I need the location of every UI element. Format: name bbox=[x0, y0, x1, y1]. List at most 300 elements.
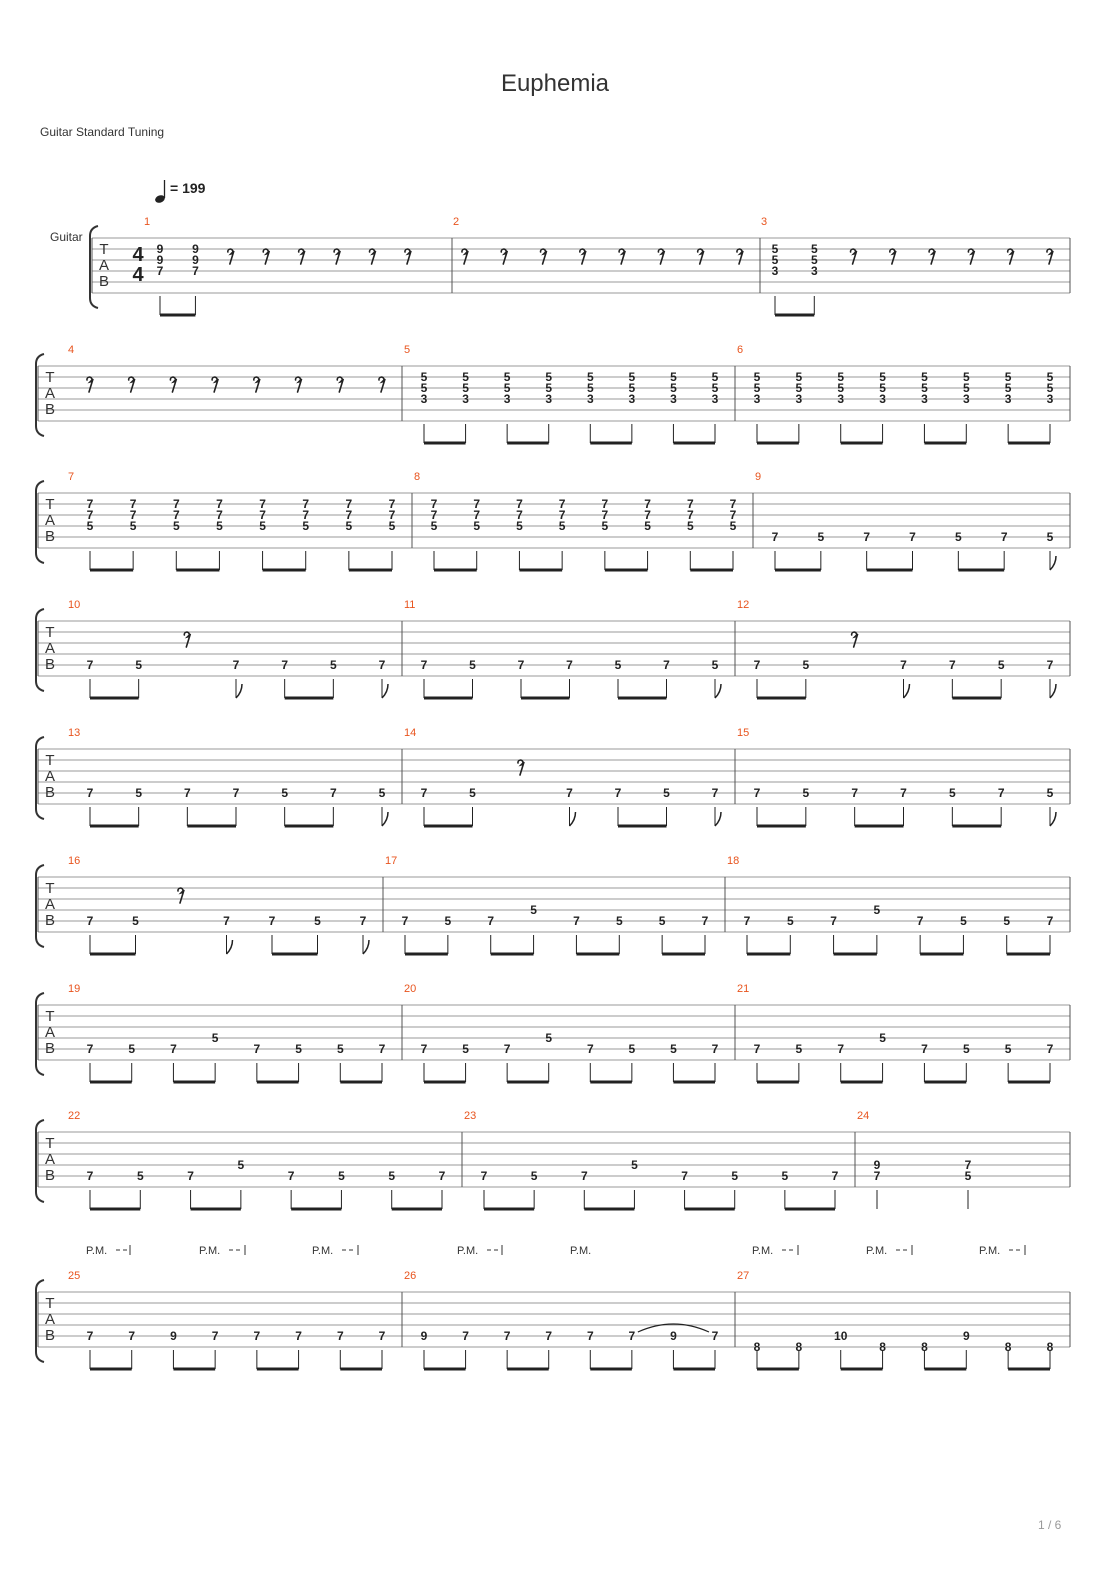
fret-number: 5 bbox=[314, 914, 321, 928]
fret-number: 5 bbox=[962, 381, 970, 395]
note-flag bbox=[1050, 684, 1056, 698]
fret-number: 7 bbox=[686, 508, 694, 522]
fret-number: 7 bbox=[997, 786, 1005, 800]
fret-number: 7 bbox=[170, 1042, 177, 1056]
eighth-rest bbox=[698, 249, 704, 264]
fret-number: 7 bbox=[211, 1329, 219, 1343]
tab-clef-b: B bbox=[44, 528, 56, 545]
fret-number: 7 bbox=[771, 530, 779, 544]
fret-number: 5 bbox=[729, 519, 737, 533]
measure-number: 1 bbox=[144, 216, 151, 228]
tab-clef-a: A bbox=[44, 768, 56, 785]
eighth-rest bbox=[178, 888, 184, 903]
fret-number: 5 bbox=[462, 381, 469, 395]
fret-number: 3 bbox=[586, 392, 594, 406]
fret-number: 5 bbox=[1046, 786, 1054, 800]
fret-number: 8 bbox=[795, 1340, 803, 1354]
note-flag bbox=[382, 812, 388, 826]
fret-number: 7 bbox=[873, 1169, 881, 1183]
fret-number: 7 bbox=[129, 508, 137, 522]
eighth-rest bbox=[852, 632, 858, 647]
fret-number: 5 bbox=[921, 370, 928, 384]
fret-number: 9 bbox=[170, 1329, 177, 1343]
eighth-rest bbox=[1047, 249, 1053, 264]
fret-number: 7 bbox=[644, 508, 651, 522]
measure-number: 25 bbox=[68, 1270, 81, 1282]
fret-number: 5 bbox=[469, 786, 476, 800]
fret-number: 7 bbox=[1046, 658, 1054, 672]
fret-number: 5 bbox=[211, 1031, 219, 1045]
eighth-rest bbox=[299, 249, 305, 264]
fret-number: 7 bbox=[644, 497, 651, 511]
fret-number: 7 bbox=[566, 658, 573, 672]
eighth-rest bbox=[968, 249, 974, 264]
fret-number: 3 bbox=[711, 392, 719, 406]
fret-number: 5 bbox=[420, 370, 428, 384]
palm-mute-label: P.M. bbox=[312, 1245, 334, 1257]
fret-number: 7 bbox=[430, 497, 438, 511]
fret-number: 5 bbox=[954, 530, 962, 544]
fret-number: 7 bbox=[86, 786, 94, 800]
tab-clef-b: B bbox=[98, 273, 110, 290]
palm-mute-label: P.M. bbox=[979, 1245, 1001, 1257]
fret-number: 3 bbox=[962, 392, 970, 406]
fret-number: 7 bbox=[388, 508, 396, 522]
fret-number: 7 bbox=[86, 508, 94, 522]
measure-number: 15 bbox=[737, 727, 750, 739]
fret-number: 7 bbox=[172, 497, 180, 511]
fret-number: 7 bbox=[573, 914, 580, 928]
fret-number: 7 bbox=[487, 914, 495, 928]
fret-number: 7 bbox=[329, 786, 337, 800]
time-signature-bottom: 4 bbox=[132, 264, 144, 286]
fret-number: 5 bbox=[329, 658, 337, 672]
fret-number: 7 bbox=[359, 914, 367, 928]
fret-number: 7 bbox=[378, 1042, 386, 1056]
fret-number: 7 bbox=[86, 1169, 94, 1183]
fret-number: 3 bbox=[503, 392, 511, 406]
tab-clef-t: T bbox=[99, 241, 109, 258]
note-flag bbox=[363, 940, 369, 954]
measure-number: 18 bbox=[727, 855, 740, 867]
fret-number: 5 bbox=[469, 658, 476, 672]
fret-number: 8 bbox=[879, 1340, 886, 1354]
fret-number: 5 bbox=[601, 519, 609, 533]
fret-number: 5 bbox=[388, 1169, 396, 1183]
note-flag bbox=[1050, 812, 1056, 826]
fret-number: 5 bbox=[216, 519, 223, 533]
palm-mute-label: P.M. bbox=[752, 1245, 774, 1257]
fret-number: 5 bbox=[586, 370, 594, 384]
fret-number: 7 bbox=[268, 914, 276, 928]
fret-number: 5 bbox=[444, 914, 452, 928]
eighth-rest bbox=[658, 249, 664, 264]
eighth-rest bbox=[170, 377, 176, 392]
fret-number: 5 bbox=[962, 1042, 970, 1056]
fret-number: 5 bbox=[670, 1042, 677, 1056]
fret-number: 7 bbox=[480, 1169, 488, 1183]
fret-number: 7 bbox=[900, 786, 907, 800]
fret-number: 7 bbox=[711, 1329, 719, 1343]
fret-number: 7 bbox=[420, 786, 428, 800]
measure-number: 24 bbox=[857, 1110, 870, 1122]
fret-number: 7 bbox=[388, 497, 396, 511]
fret-number: 5 bbox=[1046, 381, 1054, 395]
fret-number: 7 bbox=[253, 1329, 261, 1343]
eighth-rest bbox=[619, 249, 625, 264]
fret-number: 7 bbox=[921, 1042, 928, 1056]
measure-number: 11 bbox=[404, 599, 416, 611]
fret-number: 5 bbox=[810, 242, 818, 256]
fret-number: 7 bbox=[302, 508, 310, 522]
note-flag bbox=[382, 684, 388, 698]
measure-number: 5 bbox=[404, 344, 411, 356]
tuning-label: Guitar Standard Tuning bbox=[40, 125, 165, 139]
measure-number: 17 bbox=[385, 855, 398, 867]
fret-number: 7 bbox=[753, 658, 761, 672]
fret-number: 5 bbox=[837, 370, 845, 384]
tab-clef-t: T bbox=[45, 752, 55, 769]
fret-number: 5 bbox=[711, 658, 719, 672]
tab-clef-b: B bbox=[44, 912, 56, 929]
fret-number: 7 bbox=[503, 1329, 511, 1343]
fret-number: 5 bbox=[503, 370, 511, 384]
eighth-rest bbox=[405, 249, 411, 264]
fret-number: 5 bbox=[962, 370, 970, 384]
eighth-rest bbox=[580, 249, 586, 264]
fret-number: 3 bbox=[1046, 392, 1054, 406]
note-flag bbox=[904, 684, 910, 698]
tab-clef-a: A bbox=[44, 640, 56, 657]
fret-number: 7 bbox=[516, 508, 523, 522]
eighth-rest bbox=[337, 377, 343, 392]
note-flag bbox=[227, 940, 233, 954]
fret-number: 9 bbox=[420, 1329, 428, 1343]
tab-clef-t: T bbox=[45, 1135, 55, 1152]
fret-number: 5 bbox=[558, 519, 566, 533]
fret-number: 7 bbox=[473, 508, 481, 522]
fret-number: 5 bbox=[802, 658, 810, 672]
fret-number: 7 bbox=[473, 497, 481, 511]
fret-number: 3 bbox=[753, 392, 761, 406]
tab-clef-b: B bbox=[44, 401, 56, 418]
fret-number: 7 bbox=[336, 1329, 344, 1343]
eighth-rest bbox=[737, 249, 743, 264]
fret-number: 7 bbox=[287, 1169, 295, 1183]
fret-number: 5 bbox=[921, 381, 928, 395]
eighth-rest bbox=[379, 377, 385, 392]
fret-number: 7 bbox=[964, 1158, 972, 1172]
fret-number: 7 bbox=[420, 1042, 428, 1056]
fret-number: 5 bbox=[879, 381, 886, 395]
fret-number: 5 bbox=[837, 381, 845, 395]
note-flag bbox=[1050, 556, 1056, 570]
measure-number: 20 bbox=[404, 983, 417, 995]
fret-number: 7 bbox=[86, 658, 94, 672]
fret-number: 9 bbox=[192, 253, 199, 267]
fret-number: 7 bbox=[601, 508, 609, 522]
measure-number: 10 bbox=[68, 599, 81, 611]
tab-clef-t: T bbox=[45, 1008, 55, 1025]
palm-mute-label: P.M. bbox=[86, 1245, 108, 1257]
measure-number: 12 bbox=[737, 599, 750, 611]
tab-clef-t: T bbox=[45, 880, 55, 897]
tab-clef-t: T bbox=[45, 624, 55, 641]
fret-number: 5 bbox=[132, 914, 139, 928]
fret-number: 3 bbox=[837, 392, 845, 406]
fret-number: 7 bbox=[558, 497, 566, 511]
fret-number: 7 bbox=[628, 1329, 636, 1343]
fret-number: 10 bbox=[834, 1329, 848, 1343]
measure-number: 14 bbox=[404, 727, 417, 739]
page-number: 1 / 6 bbox=[1038, 1518, 1062, 1532]
fret-number: 5 bbox=[948, 786, 956, 800]
tab-clef-a: A bbox=[44, 1151, 56, 1168]
fret-number: 5 bbox=[663, 786, 670, 800]
fret-number: 7 bbox=[295, 1329, 302, 1343]
eighth-rest bbox=[212, 377, 218, 392]
fret-number: 7 bbox=[216, 497, 223, 511]
fret-number: 7 bbox=[259, 497, 266, 511]
fret-number: 7 bbox=[438, 1169, 446, 1183]
fret-number: 7 bbox=[281, 658, 289, 672]
fret-number: 7 bbox=[86, 1042, 94, 1056]
fret-number: 5 bbox=[711, 381, 719, 395]
fret-number: 5 bbox=[1046, 530, 1054, 544]
fret-number: 8 bbox=[1046, 1340, 1054, 1354]
fret-number: 7 bbox=[129, 497, 137, 511]
tab-clef-a: A bbox=[44, 1311, 56, 1328]
fret-number: 7 bbox=[558, 508, 566, 522]
measure-number: 22 bbox=[68, 1110, 81, 1122]
fret-number: 9 bbox=[192, 242, 199, 256]
fret-number: 7 bbox=[586, 1329, 594, 1343]
fret-number: 7 bbox=[711, 1042, 719, 1056]
fret-number: 5 bbox=[644, 519, 651, 533]
eighth-rest bbox=[541, 249, 547, 264]
fret-number: 5 bbox=[964, 1169, 972, 1183]
fret-number: 5 bbox=[615, 914, 623, 928]
fret-number: 7 bbox=[851, 786, 859, 800]
fret-number: 7 bbox=[948, 658, 956, 672]
measure-number: 23 bbox=[464, 1110, 477, 1122]
fret-number: 5 bbox=[237, 1158, 245, 1172]
palm-mute-label: P.M. bbox=[457, 1245, 479, 1257]
fret-number: 7 bbox=[900, 658, 907, 672]
fret-number: 5 bbox=[631, 1158, 638, 1172]
fret-number: 7 bbox=[830, 914, 837, 928]
fret-number: 5 bbox=[530, 1169, 538, 1183]
fret-number: 5 bbox=[960, 914, 967, 928]
fret-number: 5 bbox=[658, 914, 666, 928]
fret-number: 7 bbox=[1046, 914, 1054, 928]
fret-number: 5 bbox=[378, 786, 386, 800]
eighth-rest bbox=[184, 632, 190, 647]
fret-number: 7 bbox=[837, 1042, 845, 1056]
fret-number: 7 bbox=[614, 786, 622, 800]
fret-number: 7 bbox=[345, 497, 353, 511]
fret-number: 7 bbox=[86, 1329, 94, 1343]
fret-number: 5 bbox=[530, 903, 537, 917]
fret-number: 7 bbox=[462, 1329, 469, 1343]
fret-number: 5 bbox=[771, 242, 779, 256]
fret-number: 5 bbox=[128, 1042, 136, 1056]
fret-number: 5 bbox=[628, 381, 636, 395]
tab-clef-b: B bbox=[44, 656, 56, 673]
fret-number: 5 bbox=[586, 381, 594, 395]
fret-number: 5 bbox=[781, 1169, 789, 1183]
fret-number: 7 bbox=[743, 914, 751, 928]
fret-number: 5 bbox=[795, 370, 803, 384]
fret-number: 7 bbox=[729, 497, 737, 511]
eighth-rest bbox=[462, 249, 468, 264]
measure-number: 7 bbox=[68, 471, 75, 483]
fret-number: 9 bbox=[873, 1158, 881, 1172]
fret-number: 7 bbox=[156, 264, 164, 278]
fret-number: 8 bbox=[921, 1340, 928, 1354]
fret-number: 5 bbox=[1004, 381, 1012, 395]
fret-number: 5 bbox=[879, 370, 886, 384]
note-flag bbox=[236, 684, 242, 698]
measure-number: 27 bbox=[737, 1270, 750, 1282]
fret-number: 5 bbox=[1046, 370, 1054, 384]
fret-number: 9 bbox=[962, 1329, 970, 1343]
fret-number: 5 bbox=[997, 658, 1005, 672]
measure-number: 9 bbox=[755, 471, 762, 483]
fret-number: 5 bbox=[336, 1042, 344, 1056]
fret-number: 7 bbox=[729, 508, 737, 522]
fret-number: 7 bbox=[232, 786, 240, 800]
fret-number: 5 bbox=[686, 519, 694, 533]
tab-clef-b: B bbox=[44, 1040, 56, 1057]
fret-number: 7 bbox=[86, 497, 94, 511]
fret-number: 7 bbox=[1046, 1042, 1054, 1056]
eighth-rest bbox=[851, 249, 857, 264]
song-title: Euphemia bbox=[500, 70, 610, 97]
fret-number: 7 bbox=[503, 1042, 511, 1056]
tab-clef-t: T bbox=[45, 1295, 55, 1312]
note-flag bbox=[570, 812, 576, 826]
fret-number: 5 bbox=[295, 1042, 302, 1056]
tab-clef-a: A bbox=[98, 257, 110, 274]
fret-number: 7 bbox=[909, 530, 916, 544]
fret-number: 5 bbox=[545, 1031, 553, 1045]
fret-number: 7 bbox=[172, 508, 180, 522]
fret-number: 5 bbox=[516, 519, 523, 533]
fret-number: 5 bbox=[670, 370, 677, 384]
fret-number: 9 bbox=[670, 1329, 677, 1343]
measure-number: 8 bbox=[414, 471, 421, 483]
fret-number: 7 bbox=[86, 914, 94, 928]
measure-number: 4 bbox=[68, 344, 75, 356]
eighth-rest bbox=[890, 249, 896, 264]
fret-number: 5 bbox=[628, 370, 636, 384]
measure-number: 6 bbox=[737, 344, 744, 356]
fret-number: 5 bbox=[545, 370, 553, 384]
fret-number: 3 bbox=[545, 392, 553, 406]
tab-clef-b: B bbox=[44, 1327, 56, 1344]
fret-number: 8 bbox=[1004, 1340, 1012, 1354]
eighth-rest bbox=[1008, 249, 1014, 264]
fret-number: 5 bbox=[786, 914, 794, 928]
tab-clef-a: A bbox=[44, 385, 56, 402]
tab-clef-t: T bbox=[45, 496, 55, 513]
fret-number: 5 bbox=[473, 519, 481, 533]
fret-number: 7 bbox=[580, 1169, 588, 1183]
fret-number: 3 bbox=[771, 264, 779, 278]
fret-number: 7 bbox=[831, 1169, 839, 1183]
fret-number: 7 bbox=[681, 1169, 688, 1183]
fret-number: 7 bbox=[420, 658, 428, 672]
fret-number: 8 bbox=[753, 1340, 761, 1354]
fret-number: 3 bbox=[879, 392, 886, 406]
fret-number: 5 bbox=[462, 370, 469, 384]
fret-number: 5 bbox=[795, 1042, 803, 1056]
eighth-rest bbox=[228, 249, 234, 264]
fret-number: 7 bbox=[253, 1042, 261, 1056]
fret-number: 7 bbox=[517, 658, 525, 672]
fret-number: 9 bbox=[156, 242, 164, 256]
fret-number: 5 bbox=[810, 253, 818, 267]
fret-number: 5 bbox=[545, 381, 553, 395]
fret-number: 5 bbox=[135, 786, 143, 800]
fret-number: 7 bbox=[701, 914, 709, 928]
fret-number: 5 bbox=[430, 519, 438, 533]
fret-number: 3 bbox=[1004, 392, 1012, 406]
fret-number: 5 bbox=[753, 370, 761, 384]
fret-number: 7 bbox=[1000, 530, 1008, 544]
fret-number: 7 bbox=[566, 786, 573, 800]
fret-number: 7 bbox=[378, 658, 386, 672]
fret-number: 7 bbox=[378, 1329, 386, 1343]
fret-number: 5 bbox=[1004, 1042, 1012, 1056]
tab-clef-a: A bbox=[44, 512, 56, 529]
eighth-rest bbox=[334, 249, 340, 264]
eighth-rest bbox=[296, 377, 302, 392]
fret-number: 7 bbox=[128, 1329, 136, 1343]
fret-number: 7 bbox=[586, 1042, 594, 1056]
tab-clef-t: T bbox=[45, 369, 55, 386]
fret-number: 5 bbox=[711, 370, 719, 384]
fret-number: 7 bbox=[711, 786, 719, 800]
fret-number: 7 bbox=[516, 497, 523, 511]
fret-number: 7 bbox=[345, 508, 353, 522]
fret-number: 7 bbox=[192, 264, 199, 278]
fret-number: 5 bbox=[753, 381, 761, 395]
tab-clef-b: B bbox=[44, 784, 56, 801]
fret-number: 9 bbox=[156, 253, 164, 267]
fret-number: 7 bbox=[753, 786, 761, 800]
instrument-label: Guitar bbox=[50, 230, 83, 244]
fret-number: 5 bbox=[817, 530, 825, 544]
fret-number: 5 bbox=[259, 519, 266, 533]
time-signature-top: 4 bbox=[132, 244, 144, 266]
fret-number: 5 bbox=[462, 1042, 469, 1056]
fret-number: 5 bbox=[129, 519, 137, 533]
fret-number: 5 bbox=[731, 1169, 739, 1183]
fret-number: 7 bbox=[223, 914, 230, 928]
eighth-rest bbox=[263, 249, 269, 264]
fret-number: 3 bbox=[420, 392, 428, 406]
fret-number: 5 bbox=[135, 658, 143, 672]
fret-number: 5 bbox=[172, 519, 180, 533]
fret-number: 3 bbox=[810, 264, 818, 278]
fret-number: 7 bbox=[259, 508, 266, 522]
measure-number: 21 bbox=[737, 983, 750, 995]
fret-number: 5 bbox=[670, 381, 677, 395]
eighth-rest bbox=[370, 249, 376, 264]
fret-number: 7 bbox=[183, 786, 191, 800]
